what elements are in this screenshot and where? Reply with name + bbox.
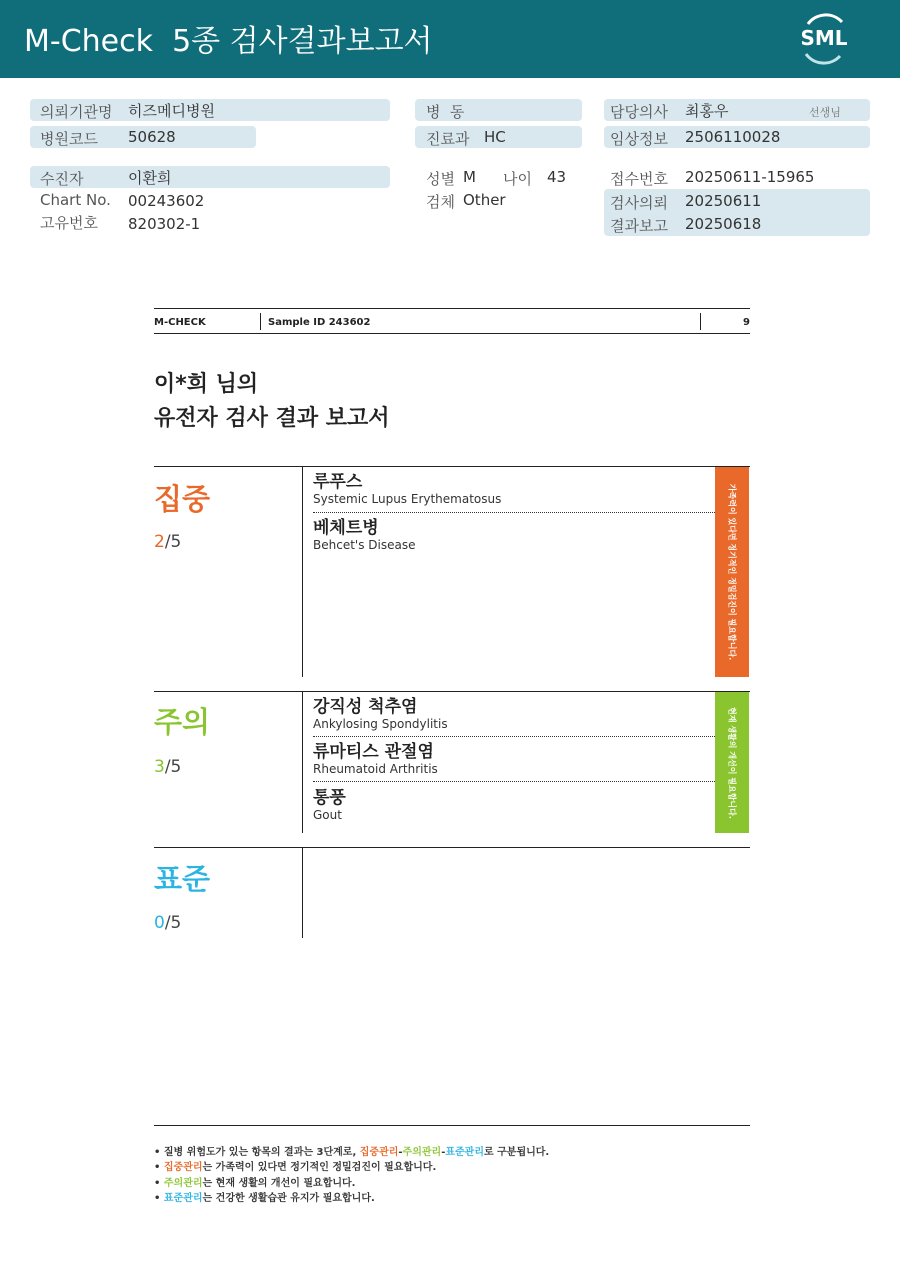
- section-divider: [302, 467, 303, 677]
- requesting-org-label: 의뢰기관명: [40, 103, 113, 121]
- requesting-org-value: 히즈메디병원: [128, 102, 215, 120]
- dotted-divider: [313, 781, 715, 782]
- category-standard-count: 0/5: [154, 913, 182, 933]
- test-request-label: 검사의뢰: [610, 194, 668, 212]
- sex-label: 성별: [426, 170, 455, 188]
- disease-name-en: Systemic Lupus Erythematosus: [313, 492, 502, 506]
- section-rule: [154, 847, 750, 848]
- header-divider: [260, 313, 261, 330]
- patient-label: 수진자: [40, 170, 84, 188]
- disease-name-ko: 류마티스 관절염: [313, 742, 434, 762]
- brand-label: M-CHECK: [154, 317, 206, 328]
- disease-item: [313, 518, 415, 552]
- section-rule: [154, 691, 750, 692]
- report-title: M-Check 5종 검사결과보고서: [24, 24, 433, 59]
- category-standard-name: 표준: [154, 862, 211, 896]
- unique-no-label: 고유번호: [40, 214, 98, 232]
- report-heading: [154, 368, 390, 436]
- logo-text: SML: [800, 26, 848, 50]
- report-header-bar: [0, 0, 900, 78]
- department-label: 진료과: [426, 130, 470, 148]
- sample-id: Sample ID 243602: [268, 317, 371, 328]
- legend-line-2: • 집중관리는 가족력이 있다면 정기적인 정밀검진이 필요합니다.: [154, 1162, 437, 1173]
- section-divider: [302, 692, 303, 833]
- disease-name-ko: 베체트병: [313, 518, 379, 538]
- legend-line-4: • 표준관리는 건강한 생활습관 유지가 필요합니다.: [154, 1193, 375, 1204]
- patient-value: 이환희: [128, 169, 172, 187]
- section-rule: [154, 466, 750, 467]
- category-caution-count: 3/5: [154, 757, 182, 777]
- sml-logo: [796, 12, 852, 66]
- focus-side-note: [715, 467, 749, 677]
- disease-name-en: Rheumatoid Arthritis: [313, 762, 438, 776]
- disease-name-ko: 통풍: [313, 788, 346, 808]
- doctor-label: 담당의사: [610, 103, 668, 121]
- doctor-suffix: 선생님: [809, 106, 841, 119]
- chart-no-label: Chart No.: [40, 191, 111, 209]
- doctor-value: 최홍우: [685, 102, 729, 120]
- dotted-divider: [313, 512, 715, 513]
- receipt-no-value: 20250611-15965: [685, 168, 815, 186]
- chart-no-value: 00243602: [128, 192, 205, 210]
- category-focus-count: 2/5: [154, 532, 182, 552]
- section-divider: [302, 848, 303, 938]
- age-value: 43: [547, 168, 567, 186]
- category-focus-name: 집중: [154, 482, 211, 516]
- disease-name-ko: 강직성 척추염: [313, 697, 418, 717]
- disease-name-en: Ankylosing Spondylitis: [313, 717, 448, 731]
- age-label: 나이: [503, 170, 532, 188]
- specimen-value: Other: [463, 191, 506, 209]
- legend-line-1: • 질병 위험도가 있는 항목의 결과는 3단계로, 집중관리-주의관리-표준관리로 구분됩니다.: [154, 1147, 550, 1158]
- specimen-label: 검체: [426, 193, 455, 211]
- clinical-info-value: 2506110028: [685, 128, 781, 146]
- hospital-code-label: 병원코드: [40, 130, 98, 148]
- receipt-no-label: 접수번호: [610, 170, 668, 188]
- disease-item: [313, 742, 438, 776]
- footer-rule: [154, 1125, 750, 1126]
- disease-name-en: Gout: [313, 808, 342, 822]
- disease-name-ko: 루푸스: [313, 472, 363, 492]
- disease-name-en: Behcet's Disease: [313, 538, 416, 552]
- department-value: HC: [484, 128, 506, 146]
- hospital-code-value: 50628: [128, 128, 176, 146]
- dotted-divider: [313, 736, 715, 737]
- clinical-info-label: 임상정보: [610, 130, 668, 148]
- test-request-value: 20250611: [685, 192, 762, 210]
- unique-no-value: 820302-1: [128, 215, 201, 233]
- caution-side-note-text: 현재 생활의 개선이 필요합니다.: [727, 706, 737, 819]
- sex-value: M: [463, 168, 476, 186]
- disease-item: [313, 472, 501, 506]
- focus-side-note-text: 가족력이 있다면 정기적인 정밀검진이 필요합니다.: [727, 483, 737, 661]
- page-number: 9: [743, 317, 750, 328]
- header-divider: [700, 313, 701, 330]
- report-top-rule: [154, 333, 750, 334]
- category-caution-name: 주의: [154, 705, 211, 739]
- report-heading-line2: 유전자 검사 결과 보고서: [154, 406, 390, 431]
- report-heading-line1: 이*희 님의: [154, 372, 259, 397]
- report-top-rule: [154, 308, 750, 309]
- result-report-label: 결과보고: [610, 217, 668, 235]
- disease-item: [313, 788, 346, 822]
- legend-line-3: • 주의관리는 현재 생활의 개선이 필요합니다.: [154, 1178, 356, 1189]
- result-report-value: 20250618: [685, 215, 762, 233]
- caution-side-note: [715, 692, 749, 833]
- disease-item: [313, 697, 448, 731]
- info-row-bg: [30, 166, 390, 188]
- ward-label: 병 동: [426, 103, 465, 121]
